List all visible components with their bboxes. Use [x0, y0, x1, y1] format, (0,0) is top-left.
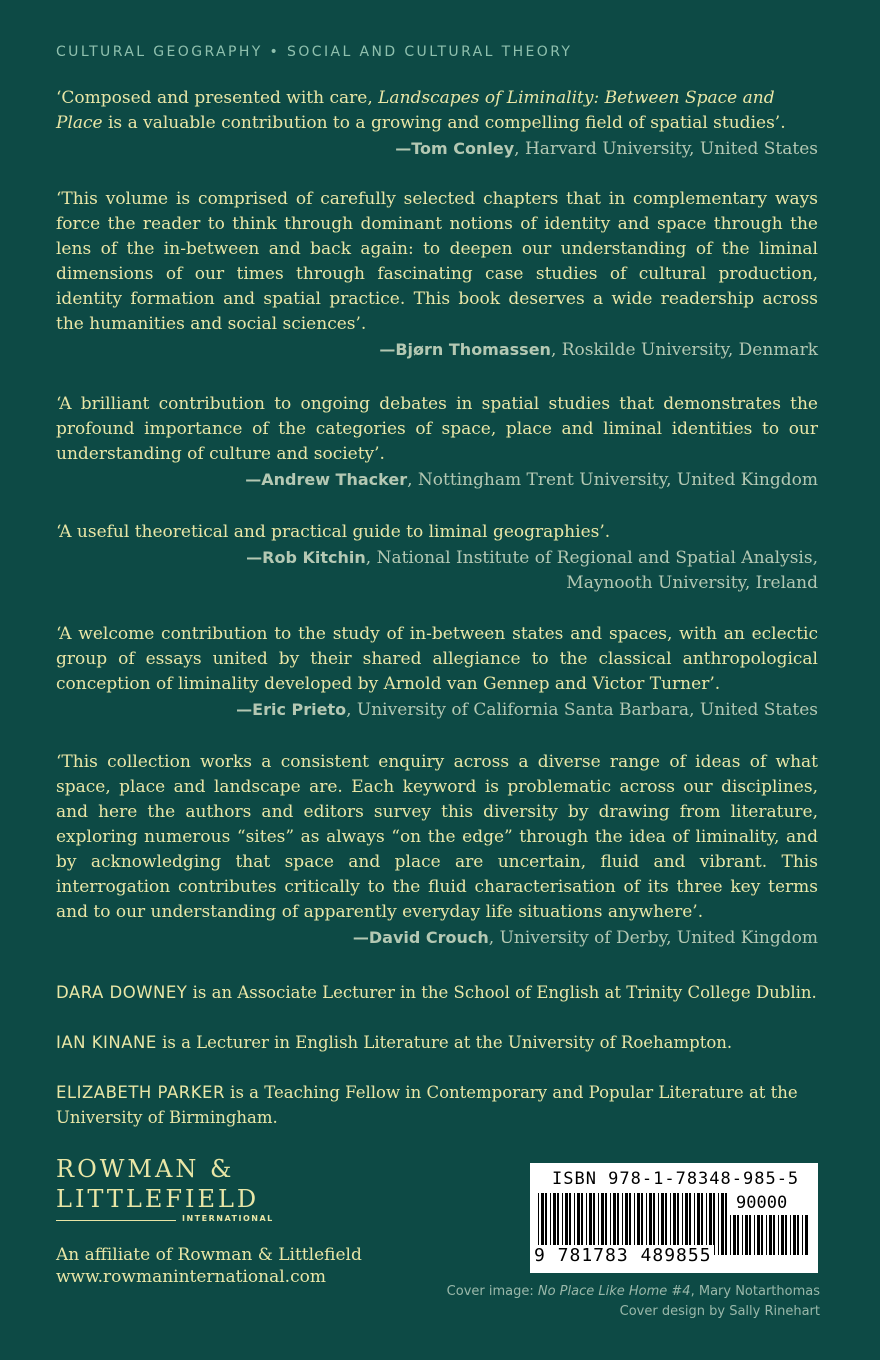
barcode-bar: [742, 1215, 743, 1255]
quote-text-end: is a valuable contribution to a growing and compelling field of spatial studies’.: [102, 113, 786, 133]
logo-rule: [56, 1214, 286, 1228]
quote-text: ‘This volume is comprised of carefully selected chapters that in complementary ways force the reader to think through dominant notions of identity and space through the lens of the in-between and back again: to deepen our understanding of the liminal dimensions of our times through fascinating case studies of cultural production, identity formation and spatial practice. This book deserves a wide readership across the humanities and social sciences’.: [56, 189, 818, 334]
credit-label: Cover image:: [446, 1284, 538, 1299]
logo-line-2: LITTLEFIELD: [56, 1185, 260, 1213]
addon-barcode-bars: [730, 1215, 810, 1255]
quote-text: ‘This collection works a consistent enquiry across a diverse range of ideas of what space, place and landscape are. Each keyword is problematic across our disciplines, and here the authors and editors survey this diversity by drawing from literature, exploring numerous “sites” as always “on the edge” through the idea of liminality, and by acknowledging that space and place are uncertain, fluid and vibrant. This interrogation contributes critically to the fluid characterisation of its three key terms and to our understanding of apparently everyday life situations anywhere’.: [56, 752, 818, 922]
barcode-bar: [790, 1215, 791, 1255]
endorser-affiliation: , University of California Santa Barbara, United States: [346, 700, 818, 720]
attribution-line-2: Maynooth University, Ireland: [566, 573, 818, 593]
attribution: [56, 136, 818, 162]
bio-ian-kinane: [56, 1030, 818, 1055]
barcode-bar: [773, 1215, 775, 1255]
bio-name: IAN KINANE: [56, 1033, 157, 1052]
barcode-bar: [785, 1215, 787, 1255]
bio-name: ELIZABETH PARKER: [56, 1083, 225, 1102]
endorser-affiliation: , Roskilde University, Denmark: [550, 340, 818, 360]
barcode-bar: [721, 1193, 724, 1255]
barcode-bar: [754, 1215, 755, 1255]
attribution: [56, 467, 818, 493]
barcode-bar: [757, 1215, 760, 1255]
price-code: 90000: [736, 1193, 788, 1213]
cover-design-credit: Cover design by Sally Rinehart: [619, 1304, 820, 1319]
barcode-bar: [745, 1215, 748, 1255]
barcode-bar: [730, 1215, 731, 1255]
quote-text-start: ‘Composed and presented with care,: [56, 88, 379, 108]
barcode-bar: [802, 1215, 803, 1255]
barcode-bar: [797, 1215, 799, 1255]
endorsement-crouch: [56, 750, 818, 951]
barcode-bar: [793, 1215, 796, 1255]
endorsement-kitchin: [56, 520, 818, 596]
barcode-bar: [737, 1215, 739, 1255]
attribution: [56, 545, 818, 571]
endorsement-thomassen: [56, 187, 818, 363]
cover-credits: [420, 1282, 820, 1322]
endorsement-prieto: [56, 622, 818, 723]
barcode-bar: [766, 1215, 767, 1255]
artist-name: , Mary Notarthomas: [690, 1284, 820, 1299]
barcode-bar: [749, 1215, 751, 1255]
endorser-name: —Bjørn Thomassen: [379, 340, 551, 359]
attribution: [56, 925, 818, 951]
attribution: [56, 337, 818, 363]
barcode-bar: [769, 1215, 772, 1255]
barcode-number: 9 781783 489855: [534, 1245, 712, 1266]
publisher-affiliate: [56, 1244, 362, 1288]
barcode-bar: [805, 1215, 808, 1255]
book-title: Landscapes of Liminality: Between Space and Place: [56, 88, 775, 133]
barcode-bar: [778, 1215, 779, 1255]
logo-line-1: ROWMAN &: [56, 1155, 235, 1183]
artwork-title: No Place Like Home #4: [537, 1284, 691, 1299]
publisher-logo: [56, 1154, 286, 1228]
endorsement-thacker: [56, 392, 818, 493]
bio-text: is an Associate Lecturer in the School of English at Trinity College Dublin.: [187, 983, 817, 1002]
category-line: CULTURAL GEOGRAPHY • SOCIAL AND CULTURAL THEORY: [56, 44, 573, 60]
publisher-url[interactable]: www.rowmaninternational.com: [56, 1267, 326, 1287]
barcode-bar: [733, 1215, 736, 1255]
endorser-name: —Andrew Thacker: [245, 470, 408, 489]
quote-text: [56, 86, 818, 136]
bio-name: DARA DOWNEY: [56, 983, 188, 1002]
cover-image-credit: [420, 1282, 820, 1302]
bio-text: is a Lecturer in English Literature at the University of Roehampton.: [156, 1033, 733, 1052]
endorser-name: —Eric Prieto: [236, 700, 347, 719]
affiliate-text: An affiliate of Rowman & Littlefield: [56, 1245, 362, 1265]
bio-elizabeth-parker: [56, 1080, 818, 1130]
barcode-bar: [725, 1193, 727, 1255]
isbn-text: ISBN 978-1-78348-985-5: [552, 1169, 800, 1189]
isbn-barcode: [530, 1163, 818, 1273]
endorser-affiliation: , Nottingham Trent University, United Kingdom: [407, 470, 818, 490]
barcode-bar: [761, 1215, 763, 1255]
bio-text: is a Teaching Fellow in Contemporary and Popular Literature at the University of Birmingham.: [56, 1083, 798, 1127]
quote-text: ‘A useful theoretical and practical guide to liminal geographies’.: [56, 522, 611, 542]
endorser-name: —David Crouch: [352, 928, 489, 947]
barcode-bar: [718, 1193, 719, 1255]
bio-dara-downey: [56, 980, 818, 1005]
endorser-name: —Rob Kitchin: [246, 548, 366, 567]
logo-divider: [56, 1220, 176, 1221]
endorser-affiliation: , Harvard University, United States: [514, 139, 818, 159]
attribution: [56, 697, 818, 723]
barcode-bar: [781, 1215, 784, 1255]
endorser-name: —Tom Conley: [395, 139, 515, 158]
quote-text: ‘A welcome contribution to the study of in-between states and spaces, with an eclectic group of essays united by their shared allegiance to the classical anthropological conception of liminality developed by Arnold van Gennep and Victor Turner’.: [56, 624, 818, 694]
logo-international: INTERNATIONAL: [182, 1214, 274, 1223]
quote-text: ‘A brilliant contribution to ongoing debates in spatial studies that demonstrates the profound importance of the categories of space, place and liminal identities to our understanding of culture and society’.: [56, 394, 818, 464]
endorsement-conley: [56, 86, 818, 162]
endorser-affiliation: , National Institute of Regional and Spatial Analysis,: [365, 548, 818, 568]
endorser-affiliation: , University of Derby, United Kingdom: [488, 928, 818, 948]
